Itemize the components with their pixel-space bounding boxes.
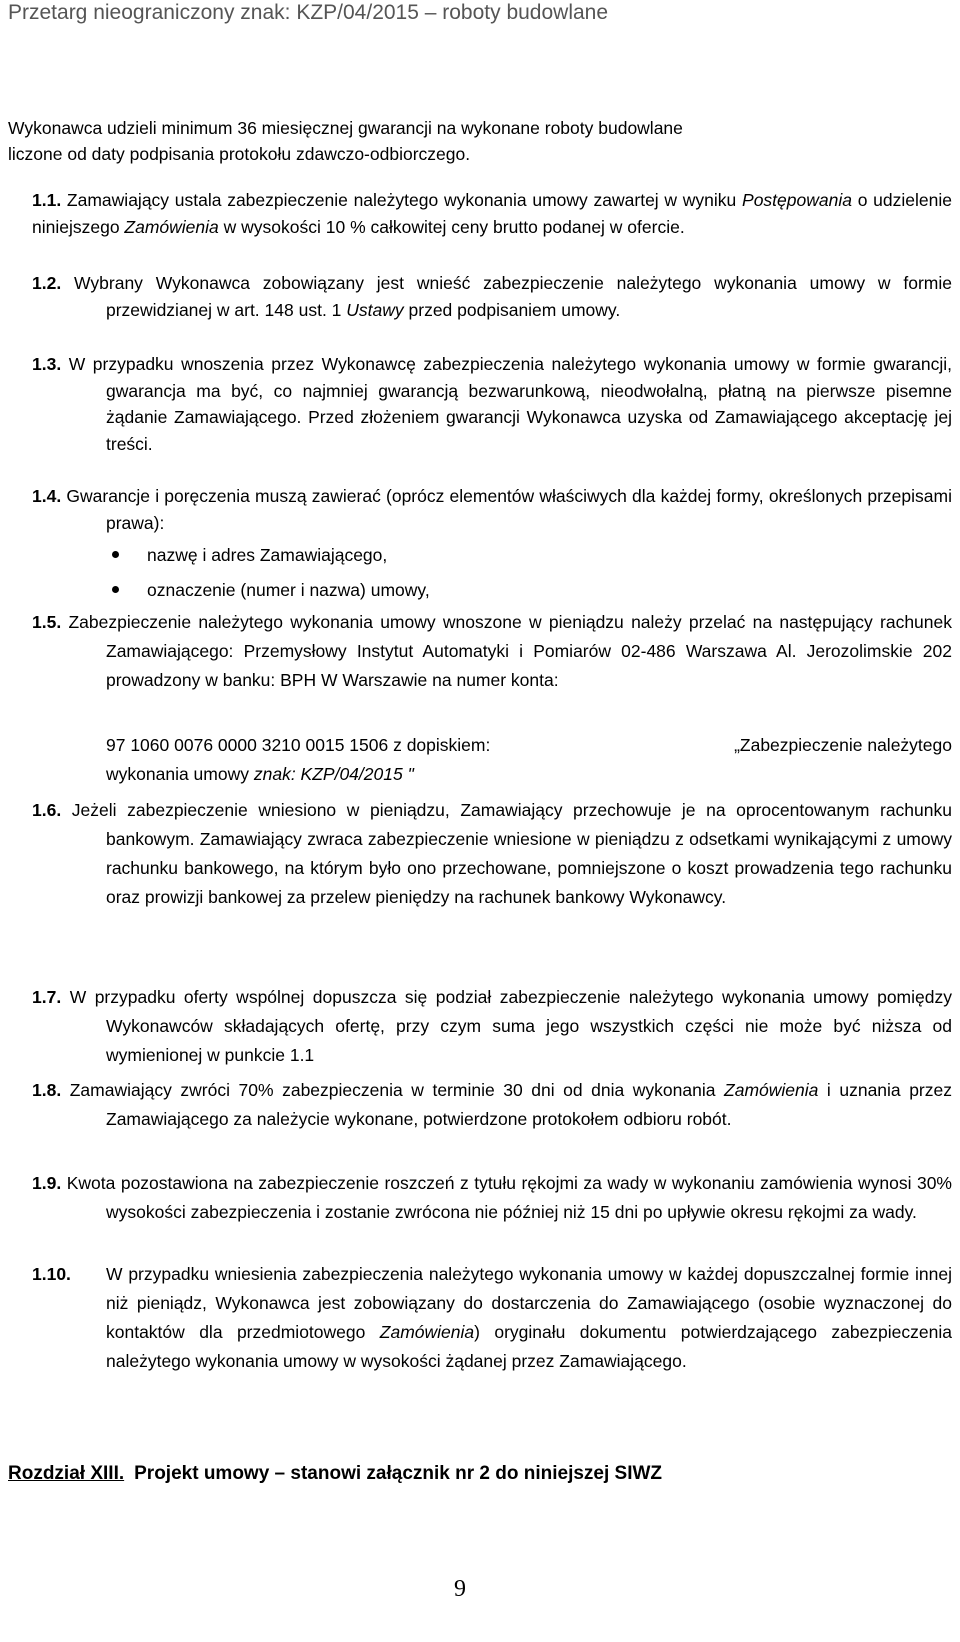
item-1-3 (32, 351, 952, 457)
item-text: W przypadku wniesienia zabezpieczenia należytego wykonania umowy w każdej dopuszczalnej formie innej niż pieniądz, Wykonawca jest zobowiązany do dostarczenia do Zamawiającego (osobie wyznaczonej do kontaktów dla przedmiotowego (106, 1264, 952, 1342)
transfer-note-line-2 (106, 760, 952, 789)
bullet-item (112, 578, 430, 602)
item-text: W przypadku oferty wspólnej dopuszcza się podział zabezpieczenie należytego wykonania umowy pomiędzy Wykonawców składających ofertę, przy czym suma jego wszystkich części nie może być niższa od wymienionej w punkcie 1.1 (61, 987, 952, 1065)
intro-line-1: Wykonawca udzieli minimum 36 miesięcznej gwarancji na wykonane roboty budowlane (8, 118, 683, 138)
bank-account-block (106, 731, 952, 789)
item-text: Zamawiający zwróci 70% zabezpieczenia w terminie 30 dni od dnia wykonania (61, 1080, 725, 1100)
chapter-heading (8, 1463, 662, 1485)
item-emphasis: Ustawy (346, 299, 404, 320)
intro-line-2: liczone od daty podpisania protokołu zdawczo-odbiorczego. (8, 144, 471, 164)
bullet-dot-icon (112, 551, 119, 558)
item-number: 1.7. (32, 987, 62, 1007)
item-1-6 (32, 796, 952, 912)
item-number: 1.8. (32, 1080, 62, 1100)
item-number: 1.3. (32, 354, 62, 374)
item-text: i uznania przez Zamawiającego za należycie wykonane, potwierdzone protokołem odbioru robót. (106, 1080, 952, 1129)
chapter-title: Projekt umowy – stanowi załącznik nr 2 do niniejszej SIWZ (134, 1463, 663, 1484)
item-text: Zamawiający ustala zabezpieczenie należytego wykonania umowy zawartej w wyniku (61, 190, 743, 210)
transfer-note: „Zabezpieczenie należytego (734, 735, 952, 755)
item-number: 1.1. (32, 190, 62, 210)
page-header: Przetarg nieograniczony znak: KZP/04/2015 – roboty budowlane (8, 1, 609, 24)
transfer-note-text: wykonania umowy (106, 764, 254, 784)
item-1-5 (32, 608, 952, 695)
bank-account-row (106, 731, 952, 760)
item-1-9 (32, 1169, 952, 1227)
item-emphasis: Postępowania (742, 190, 852, 210)
item-text: przed podpisaniem umowy. (403, 299, 621, 320)
item-text: Jeżeli zabezpieczenie wniesiono w pieniądzu, Zamawiający przechowuje je na oprocentowanym rachunku bankowym. Zamawiający zwraca zabezpieczenie wniesione w pieniądzu z odsetkami wynikającymi z umowy rachunku bankowego, na którym było ono przechowane, pomniejszone o koszt prowadzenia tego rachunku oraz prowizji bankowej za przelew pieniędzy na rachunek bankowy Wykonawcy. (61, 800, 952, 907)
item-number: 1.9. (32, 1173, 62, 1193)
item-emphasis: Zamówienia (379, 1322, 475, 1342)
item-number: 1.6. (32, 800, 62, 820)
item-number: 1.2. (32, 273, 62, 293)
item-number: 1.5. (32, 612, 62, 632)
bullet-text: oznaczenie (numer i nazwa) umowy, (147, 580, 430, 600)
item-1-7 (32, 983, 952, 1070)
transfer-note-sign: znak: KZP/04/2015 " (253, 764, 414, 784)
item-1-4 (32, 483, 952, 536)
item-text: o udzielenie niniejszego (32, 190, 952, 237)
item-1-8 (32, 1076, 952, 1134)
bullet-dot-icon (112, 586, 119, 593)
item-text: w wysokości 10 % całkowitej ceny brutto podanej w ofercie. (218, 216, 685, 237)
chapter-label: Rozdział XIII. (8, 1463, 125, 1484)
warranty-intro (8, 115, 948, 167)
item-number: 1.10. (32, 1264, 71, 1284)
item-text: ) oryginału dokumentu potwierdzającego zabezpieczenia należytego wykonania umowy w wysokości żądanej przez Zamawiającego. (106, 1322, 952, 1371)
item-number: 1.4. (32, 486, 62, 506)
item-1-2 (32, 270, 952, 323)
bullet-text: nazwę i adres Zamawiającego, (147, 545, 388, 565)
item-1-10 (32, 1260, 952, 1376)
item-emphasis: Zamówienia (124, 216, 219, 237)
page-number: 9 (454, 1576, 466, 1602)
item-text: Gwarancje i poręczenia muszą zawierać (oprócz elementów właściwych dla każdej formy, określonych przepisami prawa): (61, 486, 952, 533)
item-text: W przypadku wnoszenia przez Wykonawcę zabezpieczenia należytego wykonania umowy w formie gwarancji, gwarancja ma być, co najmniej gwarancją bezwarunkową, nieodwołalną, płatną na pierwsze pisemne żądanie Zamawiającego. Przed złożeniem gwarancji Wykonawca uzyska od Zamawiającego akceptację jej treści. (61, 354, 952, 454)
item-emphasis: Zamówienia (724, 1080, 819, 1100)
item-text: Wybrany Wykonawca zobowiązany jest wnieść zabezpieczenie należytego wykonania umowy w formie przewidzianej w art. 148 ust. 1 (61, 273, 952, 320)
bullet-item (112, 543, 387, 567)
item-text: Zabezpieczenie należytego wykonania umowy wnoszone w pieniądzu należy przelać na następujący rachunek Zamawiającego: Przemysłowy Instytut Automatyki i Pomiarów 02-486 Warszawa Al. Jerozolimskie 202 prowadzony w banku: BPH W Warszawie na numer konta: (61, 612, 952, 690)
bank-account-number: 97 1060 0076 0000 3210 0015 1506 z dopiskiem: (106, 735, 491, 755)
item-1-1 (32, 187, 952, 240)
item-text: Kwota pozostawiona na zabezpieczenie roszczeń z tytułu rękojmi za wady w wykonaniu zamówienia wynosi 30% wysokości zabezpieczenia i zostanie zwrócona nie później niż 15 dni po upływie okresu rękojmi za wady. (61, 1173, 952, 1222)
